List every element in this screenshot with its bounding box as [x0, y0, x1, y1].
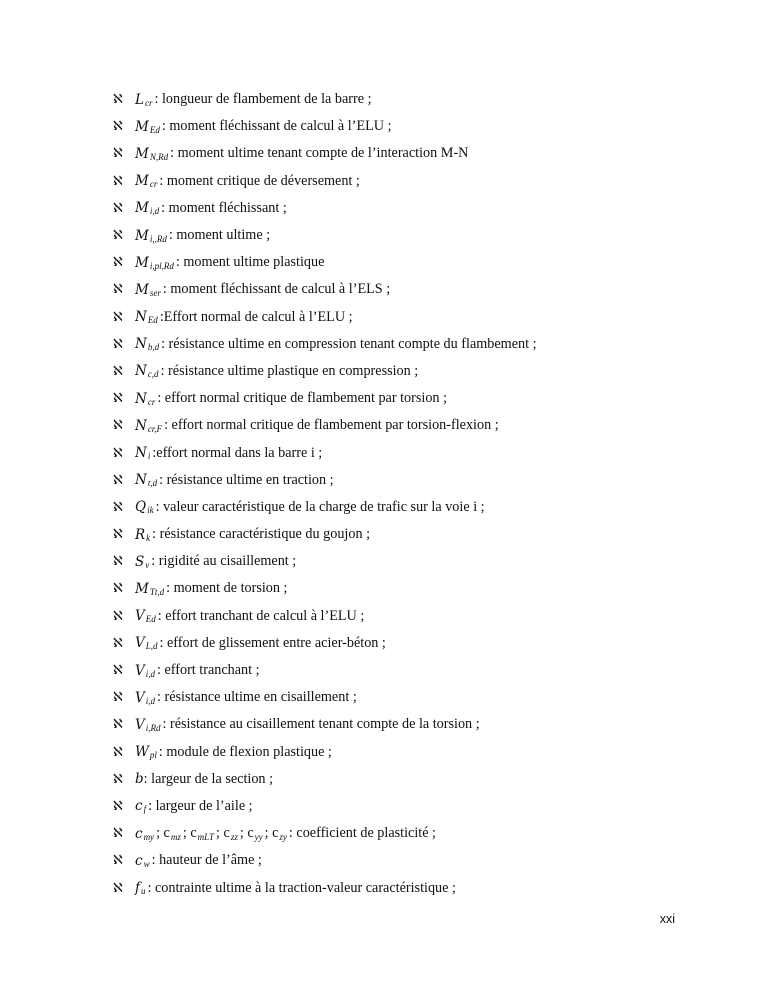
notation-subscript: f	[143, 804, 147, 815]
notation-item	[113, 249, 537, 276]
notation-definition: ; c	[264, 825, 279, 842]
notation-symbol: V	[135, 608, 145, 625]
notation-definition: : moment ultime ;	[168, 227, 271, 244]
notation-symbol: W	[135, 744, 149, 761]
bullet-icon: ℵ	[113, 119, 123, 135]
bullet-icon: ℵ	[113, 826, 123, 842]
notation-subscript: t,d	[147, 478, 158, 489]
notation-item	[113, 711, 537, 738]
notation-definition: : effort de glissement entre acier-béton ;	[159, 634, 386, 651]
notation-item	[113, 385, 537, 412]
notation-symbol: M	[135, 227, 149, 244]
notation-symbol: N	[135, 472, 147, 489]
notation-subscript: k	[146, 532, 151, 543]
notation-definition: : contrainte ultime à la traction-valeur caractéristique ;	[147, 879, 456, 896]
notation-definition: : effort normal critique de flambement par torsion ;	[157, 390, 448, 407]
page-number: xxi	[659, 912, 675, 926]
notation-subscript: cr	[147, 396, 156, 407]
notation-symbol: N	[135, 390, 147, 407]
notation-item	[113, 358, 537, 385]
bullet-icon: ℵ	[113, 228, 123, 244]
notation-subscript: Ed	[149, 124, 160, 135]
notation-definition: : largeur de l’aile ;	[148, 797, 253, 814]
notation-definition: : module de flexion plastique ;	[158, 743, 332, 760]
notation-subscript: b,d	[147, 342, 160, 353]
notation-definition: : moment fléchissant de calcul à l’ELU ;	[161, 118, 392, 135]
bullet-icon: ℵ	[113, 391, 123, 407]
bullet-icon: ℵ	[113, 499, 123, 515]
bullet-icon: ℵ	[113, 608, 123, 624]
notation-subscript: Ed	[145, 614, 156, 625]
notation-item	[113, 140, 537, 167]
notation-definition: : largeur de la section ;	[143, 770, 274, 787]
bullet-icon: ℵ	[113, 853, 123, 869]
notation-definition: :effort normal dans la barre i ;	[152, 444, 323, 461]
notation-symbol: V	[135, 635, 145, 652]
notation-item	[113, 331, 537, 358]
notation-subscript: i,pl,Rd	[149, 260, 174, 271]
notation-subscript: v	[145, 559, 150, 570]
bullet-icon: ℵ	[113, 554, 123, 570]
notation-subscript: c,d	[147, 369, 159, 380]
notation-subscript: Tt,d	[149, 586, 165, 597]
notation-symbol: N	[135, 309, 147, 326]
notation-item	[113, 820, 537, 847]
notation-item	[113, 521, 537, 548]
bullet-icon: ℵ	[113, 282, 123, 298]
bullet-icon: ℵ	[113, 798, 123, 814]
notation-subscript: zy	[279, 831, 287, 842]
notation-symbol: N	[135, 336, 147, 353]
notation-item	[113, 86, 537, 113]
notation-item	[113, 657, 537, 684]
bullet-icon: ℵ	[113, 771, 123, 787]
notation-symbol: M	[135, 254, 149, 271]
notation-definition: : effort normal critique de flambement par torsion-flexion ;	[164, 417, 499, 434]
notation-subscript: i,,Rd	[149, 233, 167, 244]
notation-symbol: c	[135, 798, 143, 815]
bullet-icon: ℵ	[113, 173, 123, 189]
notation-item	[113, 222, 537, 249]
notation-symbol: V	[135, 689, 145, 706]
notation-symbol: M	[135, 118, 149, 135]
notation-definition: : moment ultime plastique	[175, 254, 325, 271]
notation-item	[113, 630, 537, 657]
notation-definition: ; c	[156, 825, 170, 842]
notation-definition: : moment de torsion ;	[166, 580, 288, 597]
notation-definition: : rigidité au cisaillement ;	[151, 553, 297, 570]
notation-item	[113, 739, 537, 766]
notation-item	[113, 766, 537, 793]
notation-symbol: Q	[135, 499, 147, 516]
notation-subscript: zz	[230, 831, 238, 842]
notation-definition: ; c	[182, 825, 197, 842]
notation-subscript: i	[147, 451, 151, 462]
notation-item	[113, 793, 537, 820]
notation-symbol: b	[135, 771, 144, 788]
notation-subscript: ser	[149, 287, 161, 298]
notation-item	[113, 548, 537, 575]
notation-item	[113, 195, 537, 222]
notation-subscript: my	[143, 831, 155, 842]
notation-definition: : moment fléchissant ;	[161, 199, 287, 216]
notation-item	[113, 684, 537, 711]
notation-definition: : hauteur de l’âme ;	[151, 852, 262, 869]
bullet-icon: ℵ	[113, 200, 123, 216]
notation-item	[113, 467, 537, 494]
notation-subscript: i,d	[149, 206, 160, 217]
bullet-icon: ℵ	[113, 744, 123, 760]
notation-definition: : moment critique de déversement ;	[159, 172, 360, 189]
bullet-icon: ℵ	[113, 880, 123, 896]
notation-list	[113, 86, 537, 902]
notation-subscript: ik	[147, 505, 154, 516]
notation-definition: : effort tranchant de calcul à l’ELU ;	[157, 607, 365, 624]
notation-subscript: mLT	[197, 831, 215, 842]
notation-symbol: N	[135, 417, 147, 434]
notation-subscript: cr	[149, 179, 158, 190]
notation-definition: : résistance ultime en cisaillement ;	[157, 689, 357, 706]
bullet-icon: ℵ	[113, 663, 123, 679]
notation-symbol: f	[135, 880, 140, 897]
notation-item	[113, 439, 537, 466]
notation-subscript: cr,F	[147, 423, 163, 434]
bullet-icon: ℵ	[113, 635, 123, 651]
notation-item	[113, 847, 537, 874]
notation-item	[113, 575, 537, 602]
notation-item	[113, 304, 537, 331]
notation-subscript: Ed	[147, 315, 158, 326]
bullet-icon: ℵ	[113, 92, 123, 108]
notation-symbol: R	[135, 526, 146, 543]
bullet-icon: ℵ	[113, 445, 123, 461]
notation-subscript: L,d	[145, 641, 158, 652]
notation-item	[113, 276, 537, 303]
notation-symbol: V	[135, 662, 145, 679]
bullet-icon: ℵ	[113, 581, 123, 597]
bullet-icon: ℵ	[113, 418, 123, 434]
bullet-icon: ℵ	[113, 527, 123, 543]
notation-symbol: M	[135, 281, 149, 298]
bullet-icon: ℵ	[113, 472, 123, 488]
bullet-icon: ℵ	[113, 363, 123, 379]
notation-symbol: L	[135, 91, 144, 108]
notation-item	[113, 168, 537, 195]
notation-definition: : moment ultime tenant compte de l’interaction M-N	[170, 145, 469, 162]
notation-subscript: pl	[149, 750, 157, 761]
notation-symbol: N	[135, 445, 147, 462]
notation-symbol: M	[135, 200, 149, 217]
notation-definition: : résistance au cisaillement tenant compte de la torsion ;	[162, 716, 480, 733]
notation-definition: : coefficient de plasticité ;	[288, 825, 436, 842]
notation-symbol: M	[135, 145, 149, 162]
notation-item	[113, 874, 537, 901]
notation-subscript: mz	[170, 831, 181, 842]
bullet-icon: ℵ	[113, 690, 123, 706]
notation-symbol: S	[135, 553, 145, 570]
notation-symbol: M	[135, 173, 149, 190]
notation-subscript: yy	[254, 831, 263, 842]
notation-definition: : résistance ultime plastique en compression ;	[160, 362, 419, 379]
notation-item	[113, 603, 537, 630]
notation-definition: : résistance ultime en compression tenant compte du flambement ;	[161, 335, 537, 352]
bullet-icon: ℵ	[113, 336, 123, 352]
bullet-icon: ℵ	[113, 309, 123, 325]
notation-definition: ; c	[239, 825, 254, 842]
notation-definition: : résistance caractéristique du goujon ;	[152, 526, 371, 543]
bullet-icon: ℵ	[113, 717, 123, 733]
notation-definition: : longueur de flambement de la barre ;	[154, 91, 372, 108]
notation-subscript: i,d	[145, 668, 156, 679]
notation-symbol: V	[135, 716, 145, 733]
notation-definition: :Effort normal de calcul à l’ELU ;	[159, 308, 353, 325]
notation-subscript: N,Rd	[149, 151, 169, 162]
notation-definition: : résistance ultime en traction ;	[159, 471, 334, 488]
notation-symbol: c	[135, 852, 143, 869]
notation-item	[113, 113, 537, 140]
notation-item	[113, 494, 537, 521]
notation-definition: : valeur caractéristique de la charge de trafic sur la voie i ;	[155, 498, 485, 515]
notation-subscript: cr	[144, 97, 153, 108]
notation-symbol: c	[135, 825, 143, 842]
notation-subscript: u	[141, 886, 146, 897]
notation-subscript: w	[143, 858, 150, 869]
notation-item	[113, 412, 537, 439]
notation-symbol: M	[135, 580, 149, 597]
bullet-icon: ℵ	[113, 146, 123, 162]
notation-definition: ; c	[216, 825, 230, 842]
notation-definition: : moment fléchissant de calcul à l’ELS ;	[162, 281, 391, 298]
notation-symbol: N	[135, 363, 147, 380]
bullet-icon: ℵ	[113, 255, 123, 271]
notation-subscript: i,d	[145, 695, 156, 706]
notation-subscript: i,Rd	[145, 722, 161, 733]
notation-definition: : effort tranchant ;	[157, 662, 260, 679]
